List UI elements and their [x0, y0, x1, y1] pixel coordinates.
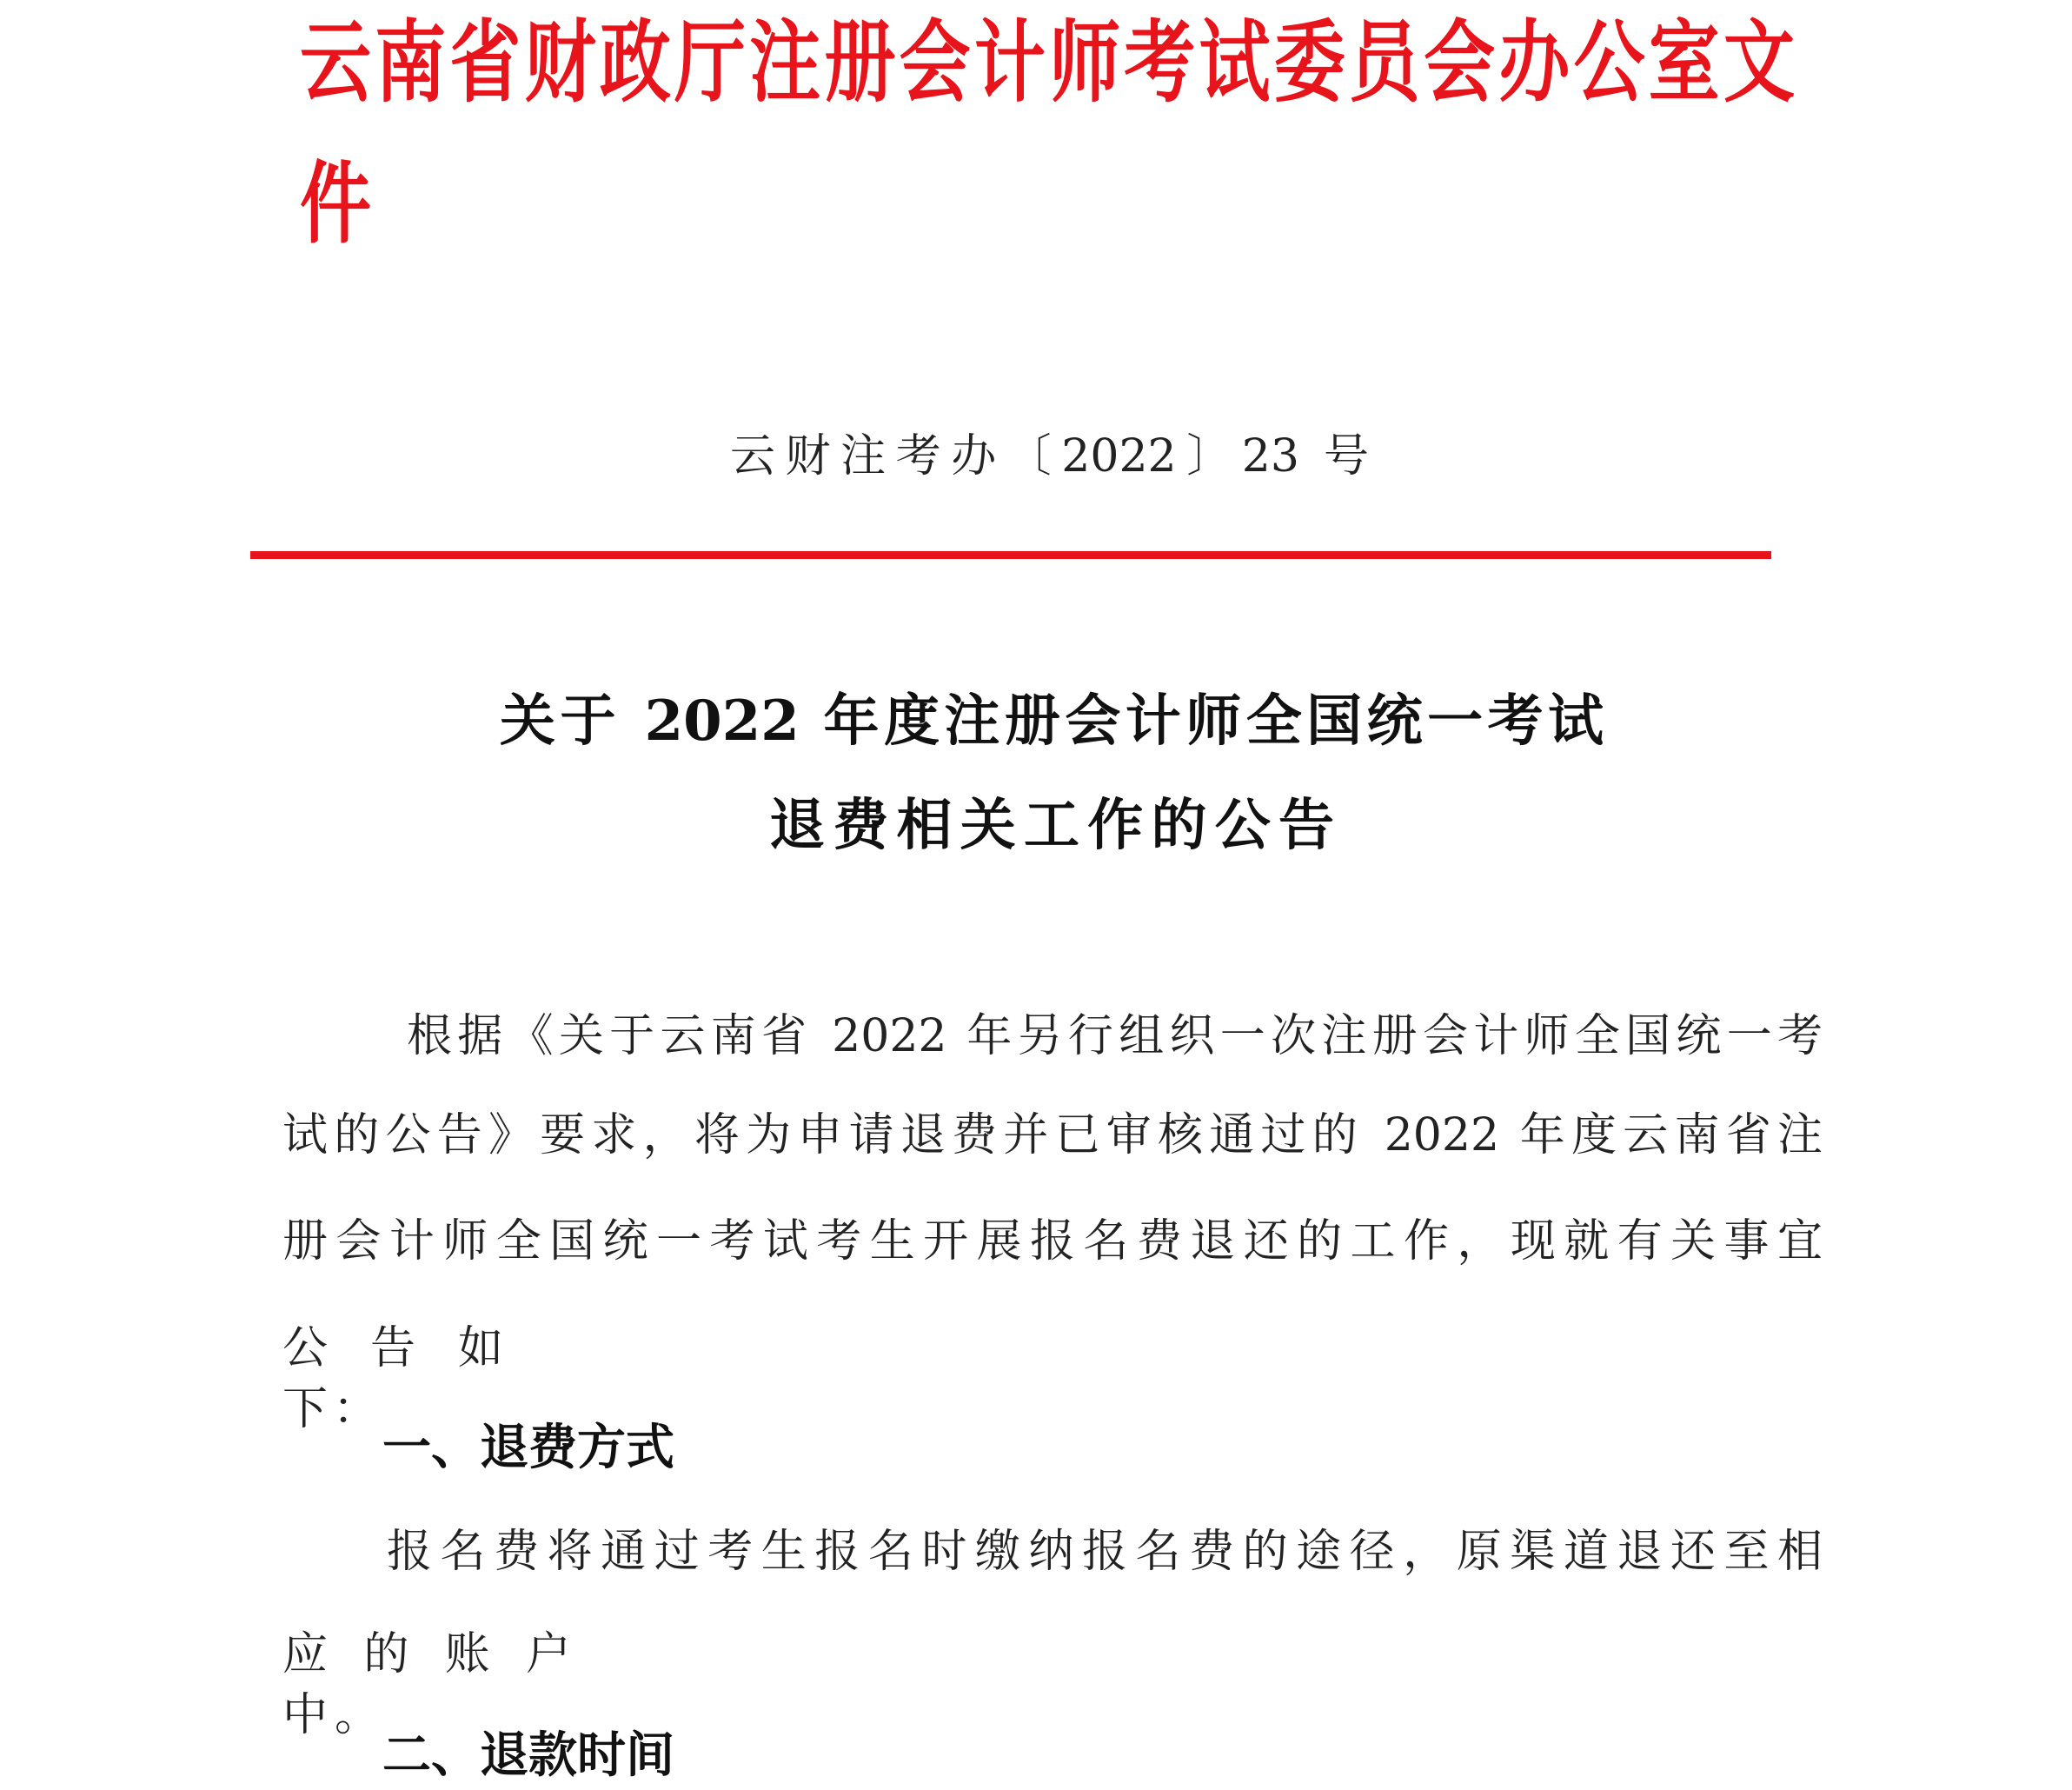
- body-line: 根据《关于云南省 2022 年另行组织一次注册会计师全国统一考: [407, 1010, 1823, 1062]
- section-heading-refund-method: 一、退费方式: [382, 1420, 674, 1476]
- body-line: 报名费将通过考生报名时缴纳报名费的途径，原渠道退还至相: [387, 1526, 1823, 1578]
- body-line: 试的公告》要求，将为申请退费并已审核通过的 2022 年度云南省注: [282, 1109, 1823, 1161]
- body-line: 册会计师全国统一考试考生开展报名费退还的工作，现就有关事宜: [282, 1215, 1823, 1268]
- document-header-issuer: 云南省财政厅注册会计师考试委员会办公室文件: [300, 11, 1795, 256]
- document-number: 云财注考办〔2022〕23 号: [730, 430, 1369, 482]
- document-title-line-2: 退费相关工作的公告: [769, 793, 1334, 858]
- body-line: 公告如下：: [282, 1322, 508, 1435]
- body-line: 应的账户中。: [282, 1628, 578, 1741]
- section-heading-refund-time: 二、退款时间: [382, 1727, 674, 1784]
- document-title-line-1: 关于 2022 年度注册会计师全国统一考试: [500, 689, 1604, 754]
- red-divider-line: [250, 551, 1771, 559]
